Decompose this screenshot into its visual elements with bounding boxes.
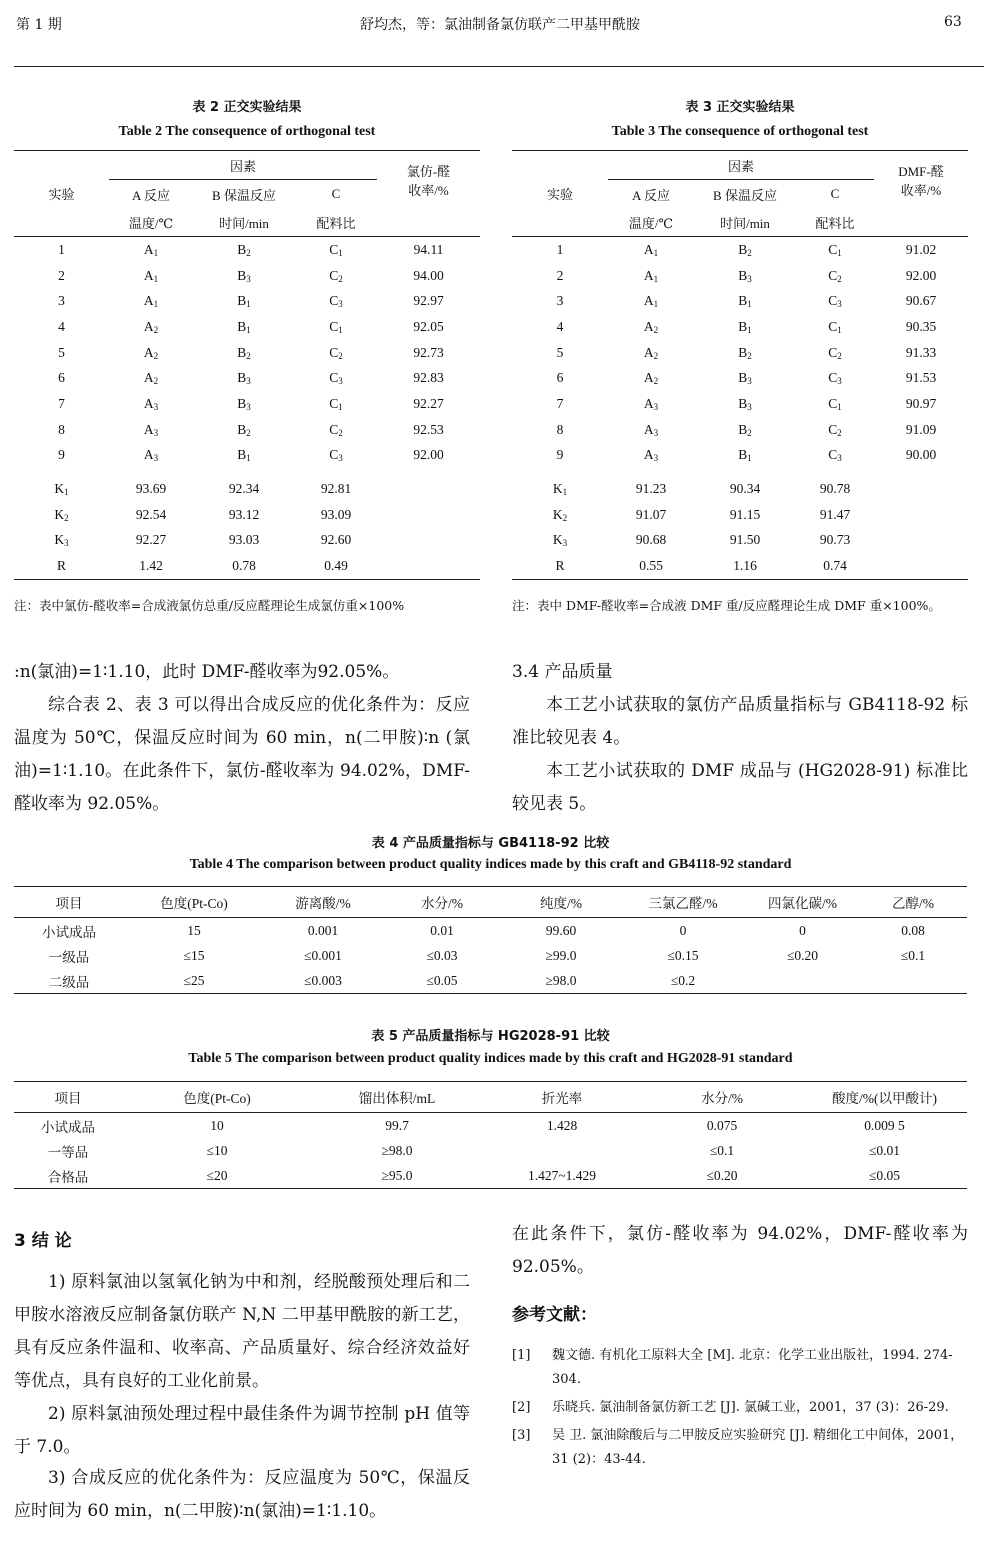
table-cell: $C_3$ bbox=[828, 293, 842, 310]
reference-number: [1] bbox=[512, 1348, 531, 1363]
table-cell: 1.16 bbox=[694, 553, 796, 579]
table-cell: 92.81 bbox=[320, 481, 352, 497]
table-cell: $A_3$ bbox=[643, 447, 659, 464]
reference-text: 乐晓兵. 氯油制备氯仿新工艺 [J]. 氯碱工业，2001，37 (3)：26-29. bbox=[552, 1400, 949, 1415]
table-row bbox=[512, 553, 968, 579]
reference-item bbox=[512, 1396, 968, 1420]
table-cell: 93.12 bbox=[228, 506, 260, 522]
column-header: 游离酸/% bbox=[264, 887, 382, 918]
table-cell: 0.08 bbox=[901, 922, 925, 938]
table-cell: $C_3$ bbox=[329, 293, 343, 310]
table-cell bbox=[874, 553, 968, 579]
table-cell: $B_2$ bbox=[738, 344, 752, 361]
table-cell: $A_1$ bbox=[643, 293, 659, 310]
reference-text: 魏文德. 有机化工原料大全 [M]. 北京：化学工业出版社，1994. 274-304. bbox=[552, 1348, 953, 1387]
table-cell bbox=[874, 468, 968, 502]
column-header: 项目 bbox=[14, 887, 124, 918]
table-cell: $C_2$ bbox=[329, 344, 343, 361]
column-header: 纯度/% bbox=[502, 887, 620, 918]
table2-header-exp: 实验 bbox=[14, 151, 109, 237]
table-cell: $C_3$ bbox=[828, 447, 842, 464]
conclusion-title: 3 结 论 bbox=[14, 1231, 72, 1251]
table-cell: 3 bbox=[58, 293, 65, 309]
table-cell: $B_2$ bbox=[237, 421, 251, 438]
table-cell: ≤0.1 bbox=[900, 947, 926, 963]
table2-header-factor: 因素 bbox=[109, 151, 377, 180]
column-header: 馏出体积/mL bbox=[312, 1082, 482, 1113]
table-row bbox=[512, 314, 968, 340]
table-cell: $K_2$ bbox=[54, 506, 69, 523]
table-cell: $B_3$ bbox=[738, 370, 752, 387]
table3-header-yield-1: DMF-醛 bbox=[874, 151, 968, 180]
table-cell: 91.07 bbox=[635, 506, 667, 522]
table-cell bbox=[482, 1138, 642, 1163]
table2-header-a-2: 温度/℃ bbox=[128, 215, 174, 231]
table-cell: $A_3$ bbox=[643, 421, 659, 438]
table2 bbox=[14, 150, 480, 580]
table-cell: 91.50 bbox=[729, 532, 761, 548]
table-cell: 一等品 bbox=[47, 1144, 89, 1160]
reference-item bbox=[512, 1344, 968, 1392]
table-cell: 93.03 bbox=[228, 532, 260, 548]
table-cell: $C_3$ bbox=[329, 447, 343, 464]
table-cell: 二级品 bbox=[14, 968, 124, 994]
table3-caption-cn: 表 3 正交实验结果 bbox=[685, 100, 795, 115]
page-number: 63 bbox=[944, 14, 962, 30]
table-row bbox=[14, 365, 480, 391]
table-row bbox=[512, 237, 968, 263]
table4 bbox=[14, 886, 967, 994]
table-cell: $B_1$ bbox=[738, 447, 752, 464]
table-row bbox=[14, 1138, 967, 1163]
column-header: 四氯化碳/% bbox=[746, 887, 859, 918]
table-cell: $B_3$ bbox=[237, 370, 251, 387]
table-row bbox=[14, 263, 480, 289]
table-cell: $C_1$ bbox=[796, 237, 874, 263]
table2-header-c-2: 配料比 bbox=[316, 215, 356, 231]
table-cell bbox=[746, 968, 859, 994]
table2-note: 注：表中氯仿-醛收率=合成液氯仿总重/反应醛理论生成氯仿重×100% bbox=[14, 598, 405, 613]
table-cell: $B_1$ bbox=[237, 318, 251, 335]
table-cell: $A_2$ bbox=[143, 344, 159, 361]
table-cell: ≥98.0 bbox=[381, 1142, 413, 1158]
table-cell: $C_2$ bbox=[828, 421, 842, 438]
table-cell: ≤0.003 bbox=[264, 968, 382, 994]
table2-header-b-1: B 保温反应 bbox=[212, 187, 276, 203]
table-cell: $C_3$ bbox=[329, 370, 343, 387]
table-cell: 92.53 bbox=[413, 421, 444, 437]
table-cell: 0.49 bbox=[295, 553, 377, 579]
column-header: 项目 bbox=[14, 1082, 122, 1113]
table-cell: 92.00 bbox=[413, 447, 444, 463]
table-cell: ≥95.0 bbox=[312, 1163, 482, 1189]
table-cell: ≤0.001 bbox=[304, 947, 342, 963]
table-row bbox=[14, 528, 480, 554]
table2-header-yield-2: 收率/% bbox=[408, 182, 449, 198]
running-title: 舒均杰，等：氯油制备氯仿联产二甲基甲酰胺 bbox=[360, 17, 640, 33]
table-row bbox=[512, 528, 968, 554]
table-cell bbox=[377, 528, 480, 554]
table-cell: 91.02 bbox=[874, 237, 968, 263]
table-row bbox=[14, 553, 480, 579]
table-cell: ≤0.05 bbox=[382, 968, 502, 994]
table2-caption-en: Table 2 The consequence of orthogonal test bbox=[118, 124, 376, 139]
table-cell: $B_2$ bbox=[694, 237, 796, 263]
table-cell: ≤20 bbox=[122, 1163, 312, 1189]
table-cell: 90.00 bbox=[905, 447, 937, 463]
table-cell: $C_1$ bbox=[828, 395, 842, 412]
table-row bbox=[14, 468, 480, 502]
table-cell: $B_1$ bbox=[237, 447, 251, 464]
table-cell: 94.00 bbox=[413, 267, 444, 283]
table-cell: 90.73 bbox=[819, 532, 851, 548]
table-cell: ≥99.0 bbox=[545, 947, 577, 963]
table-cell: 2 bbox=[556, 267, 564, 283]
table-cell: 92.27 bbox=[135, 532, 167, 548]
reference-number: [2] bbox=[512, 1400, 531, 1415]
table-cell: ≤0.20 bbox=[642, 1163, 802, 1189]
table-cell: $A_3$ bbox=[643, 395, 659, 412]
table-cell: 10 bbox=[210, 1117, 224, 1133]
table-cell bbox=[377, 553, 480, 579]
table-row bbox=[14, 1163, 967, 1189]
table-row bbox=[14, 968, 967, 994]
right-text-paragraph-1: 本工艺小试获取的氯仿产品质量指标与 GB4118-92 标准比较见表 4。 bbox=[512, 695, 968, 748]
table-cell: 7 bbox=[556, 395, 564, 411]
table-row bbox=[14, 391, 480, 417]
table-cell: 99.60 bbox=[545, 922, 577, 938]
table3 bbox=[512, 150, 968, 580]
table3-header-yield-2: 收率/% bbox=[900, 182, 942, 198]
table-row bbox=[14, 237, 480, 263]
table-cell bbox=[874, 528, 968, 554]
table-cell bbox=[859, 968, 967, 994]
table-cell: 8 bbox=[556, 421, 564, 437]
table2-header-a-1: A 反应 bbox=[132, 187, 170, 203]
table-row bbox=[14, 918, 967, 944]
table-row bbox=[14, 340, 480, 366]
table-cell: 15 bbox=[187, 922, 201, 938]
table-cell: 90.78 bbox=[819, 481, 851, 497]
table-cell: $A_2$ bbox=[643, 370, 659, 387]
table-cell: 0 bbox=[799, 922, 806, 938]
table-cell: $K_3$ bbox=[54, 532, 69, 549]
table3-header-a-2: 温度/℃ bbox=[628, 215, 674, 231]
table-cell: 小试成品 bbox=[41, 1119, 95, 1135]
table-cell: $C_1$ bbox=[329, 395, 343, 412]
table-cell: 0 bbox=[679, 922, 687, 938]
table-cell: 93.09 bbox=[320, 506, 352, 522]
table-cell: 4 bbox=[58, 318, 65, 334]
table-cell: $C_2$ bbox=[828, 344, 842, 361]
table-cell: $A_1$ bbox=[643, 267, 659, 284]
table-cell: 91.15 bbox=[729, 506, 761, 522]
table-cell: 0.01 bbox=[430, 922, 454, 938]
table-cell: 合格品 bbox=[14, 1163, 122, 1189]
left-text-paragraph: 综合表 2、表 3 可以得出合成反应的优化条件为：反应温度为 50℃，保温反应时间为 60 min，n(二甲胺)∶n (氯油)=1∶1.10。在此条件下，氯仿-醛收率为 94.02%，DMF-醛收率为 92.05%。 bbox=[14, 695, 470, 814]
column-header: 水分/% bbox=[642, 1082, 802, 1113]
table-cell: 91.33 bbox=[905, 344, 937, 360]
table-cell: $C_1$ bbox=[295, 237, 377, 263]
table-cell: ≤0.05 bbox=[802, 1163, 967, 1189]
table-row bbox=[512, 502, 968, 528]
table-cell: $A_1$ bbox=[109, 237, 193, 263]
column-header: 水分/% bbox=[382, 887, 502, 918]
table-row bbox=[512, 340, 968, 366]
table2-header-yield-1: 氯仿-醛 bbox=[377, 151, 480, 180]
table-cell: ≤0.03 bbox=[426, 947, 458, 963]
table-cell: $B_3$ bbox=[738, 267, 752, 284]
column-header: 酸度/%(以甲酸计) bbox=[802, 1082, 967, 1113]
table-cell: ≤10 bbox=[206, 1142, 228, 1158]
table-row bbox=[14, 288, 480, 314]
table3-header-exp: 实验 bbox=[512, 151, 608, 237]
table-cell: 5 bbox=[556, 344, 564, 360]
table-cell: $C_2$ bbox=[329, 421, 343, 438]
references-title: 参考文献： bbox=[512, 1305, 597, 1325]
table-cell: 91.23 bbox=[635, 481, 667, 497]
table-row bbox=[14, 314, 480, 340]
table-row bbox=[512, 443, 968, 469]
table-row bbox=[14, 502, 480, 528]
table-cell: 1.42 bbox=[109, 553, 193, 579]
table-cell: $A_3$ bbox=[143, 395, 159, 412]
table-header-row bbox=[14, 1082, 967, 1113]
table-row bbox=[512, 391, 968, 417]
table-cell: $B_2$ bbox=[193, 237, 295, 263]
table-cell: $K_2$ bbox=[552, 506, 568, 523]
table4-caption-cn: 表 4 产品质量指标与 GB4118-92 比较 bbox=[371, 836, 610, 851]
issue-number: 第 1 期 bbox=[16, 17, 62, 33]
column-header: 折光率 bbox=[482, 1082, 642, 1113]
table-cell: $K_1$ bbox=[54, 481, 69, 498]
table-cell: 6 bbox=[58, 370, 65, 386]
table-cell: $A_1$ bbox=[143, 267, 159, 284]
table-cell: $A_2$ bbox=[143, 318, 159, 335]
table-cell: $A_1$ bbox=[608, 237, 694, 263]
table-cell: $C_2$ bbox=[329, 267, 343, 284]
conclusion-item-2: 2) 原料氯油预处理过程中最佳条件为调节控制 pH 值等于 7.0。 bbox=[14, 1404, 470, 1457]
table3-header-b-2: 时间/min bbox=[720, 215, 770, 231]
table-cell: 0.78 bbox=[193, 553, 295, 579]
table-cell: 1 bbox=[14, 237, 109, 263]
table-cell: 4 bbox=[556, 318, 564, 334]
table-cell: 90.97 bbox=[905, 395, 937, 411]
table-cell: $B_3$ bbox=[237, 395, 251, 412]
table-cell bbox=[874, 502, 968, 528]
table-cell: 94.11 bbox=[377, 237, 480, 263]
table-cell: 99.7 bbox=[385, 1117, 409, 1133]
table-cell: $B_1$ bbox=[738, 293, 752, 310]
table-cell: R bbox=[512, 553, 608, 579]
table-cell: 一级品 bbox=[48, 949, 90, 965]
column-header: 三氯乙醛/% bbox=[620, 887, 746, 918]
table-cell: ≤0.01 bbox=[868, 1142, 901, 1158]
table-cell: 1.427~1.429 bbox=[482, 1163, 642, 1189]
right-text-paragraph-2: 本工艺小试获取的 DMF 成品与 (HG2028-91) 标准比较见表 5。 bbox=[512, 761, 968, 814]
table-row bbox=[512, 263, 968, 289]
table-cell: 90.67 bbox=[905, 293, 937, 309]
table-cell: 9 bbox=[58, 447, 65, 463]
section-3-4-title: 3.4 产品质量 bbox=[512, 662, 613, 682]
table2-caption-cn: 表 2 正交实验结果 bbox=[192, 100, 302, 115]
reference-list bbox=[512, 1344, 968, 1476]
table-cell: ≤0.2 bbox=[620, 968, 746, 994]
conclusion-item-1: 1) 原料氯油以氢氧化钠为中和剂，经脱酸预处理后和二甲胺水溶液反应制备氯仿联产 N,N 二甲基甲酰胺的新工艺，具有反应条件温和、收率高、产品质量好、综合经济效益好等优点，具有良好的工业化前景。 bbox=[14, 1272, 470, 1391]
table-cell: 小试成品 bbox=[42, 924, 96, 940]
table-row bbox=[14, 943, 967, 968]
table-row bbox=[14, 443, 480, 469]
table3-header-c-1: C bbox=[830, 186, 840, 201]
reference-number: [3] bbox=[512, 1428, 531, 1443]
table-cell bbox=[377, 468, 480, 502]
table-row bbox=[14, 1113, 967, 1139]
table-cell: $K_3$ bbox=[552, 532, 568, 549]
table-cell: 0.001 bbox=[307, 922, 339, 938]
table-cell: $B_3$ bbox=[237, 267, 251, 284]
table-row bbox=[512, 417, 968, 443]
table-cell: $C_1$ bbox=[828, 318, 842, 335]
reference-item bbox=[512, 1424, 968, 1472]
table-row bbox=[512, 468, 968, 502]
table-cell: ≤0.20 bbox=[786, 947, 819, 963]
table-cell: ≤15 bbox=[183, 947, 205, 963]
table-cell: 92.05 bbox=[413, 318, 444, 334]
table2-header-b-2: 时间/min bbox=[219, 215, 269, 231]
table-cell: 2 bbox=[58, 267, 65, 283]
table-cell: $A_2$ bbox=[643, 344, 659, 361]
table-cell: $B_2$ bbox=[237, 344, 251, 361]
conclusion-continuation: 在此条件下，氯仿-醛收率为 94.02%，DMF-醛收率为 92.05%。 bbox=[512, 1224, 968, 1277]
table-cell: 92.97 bbox=[413, 293, 444, 309]
table-cell: 3 bbox=[556, 293, 564, 309]
table-cell: 1 bbox=[512, 237, 608, 263]
table-cell: $K_1$ bbox=[552, 481, 568, 498]
table-cell: 93.69 bbox=[135, 481, 167, 497]
table-row bbox=[512, 365, 968, 391]
table-cell: 90.34 bbox=[729, 481, 761, 497]
table-cell: $B_2$ bbox=[738, 421, 752, 438]
reference-text: 吴 卫. 氯油除酸后与二甲胺反应实验研究 [J]. 精细化工中间体，2001，31 (2)：43-44. bbox=[552, 1428, 964, 1467]
table-cell: 6 bbox=[556, 370, 564, 386]
table-cell: 9 bbox=[556, 447, 564, 463]
table-cell: 92.54 bbox=[135, 506, 167, 522]
table-header-row bbox=[14, 887, 967, 918]
table-cell: 91.53 bbox=[905, 370, 937, 386]
table2-header-c-1: C bbox=[331, 186, 341, 201]
table-cell: 90.68 bbox=[635, 532, 667, 548]
table-cell: 91.47 bbox=[819, 506, 851, 522]
table5-caption-cn: 表 5 产品质量指标与 HG2028-91 比较 bbox=[371, 1029, 610, 1044]
table-cell: 0.075 bbox=[706, 1117, 738, 1133]
table-cell: 5 bbox=[58, 344, 65, 360]
table3-caption-en: Table 3 The consequence of orthogonal test bbox=[611, 124, 869, 139]
table-cell: 92.73 bbox=[413, 344, 444, 360]
table3-header-factor: 因素 bbox=[608, 151, 874, 180]
table-cell bbox=[377, 502, 480, 528]
table-cell: 92.00 bbox=[905, 267, 937, 283]
table-cell: 0.55 bbox=[608, 553, 694, 579]
table-cell: $A_3$ bbox=[143, 447, 159, 464]
table-cell: $A_3$ bbox=[143, 421, 159, 438]
table-cell: 7 bbox=[58, 395, 65, 411]
table5-caption-en: Table 5 The comparison between product quality indices made by this craft and HG2028-91 standard bbox=[188, 1051, 793, 1066]
table-cell: $A_1$ bbox=[143, 293, 159, 310]
table3-header-c-2: 配料比 bbox=[815, 215, 855, 231]
table-cell: 92.27 bbox=[413, 395, 444, 411]
table-row bbox=[512, 288, 968, 314]
table-row bbox=[14, 417, 480, 443]
conclusion-item-3: 3) 合成反应的优化条件为：反应温度为 50℃，保温反应时间为 60 min，n(二甲胺)∶n(氯油)=1∶1.10。 bbox=[14, 1468, 470, 1521]
table-cell: 0.74 bbox=[796, 553, 874, 579]
table5 bbox=[14, 1081, 967, 1189]
table-cell: ≤0.15 bbox=[667, 947, 699, 963]
table3-header-b-1: B 保温反应 bbox=[713, 187, 777, 203]
table-cell: 8 bbox=[58, 421, 65, 437]
table-cell: ≥98.0 bbox=[502, 968, 620, 994]
header-rule bbox=[14, 66, 984, 67]
table-cell: 1.428 bbox=[546, 1117, 578, 1133]
table-cell: ≤25 bbox=[124, 968, 264, 994]
table-cell: $B_1$ bbox=[738, 318, 752, 335]
table-cell: ≤0.1 bbox=[709, 1142, 735, 1158]
table-cell: 92.34 bbox=[228, 481, 260, 497]
table-cell: 92.60 bbox=[320, 532, 352, 548]
table-cell: $B_3$ bbox=[738, 395, 752, 412]
table-cell: $C_2$ bbox=[828, 267, 842, 284]
table-cell: $C_1$ bbox=[329, 318, 343, 335]
column-header: 色度(Pt-Co) bbox=[122, 1082, 312, 1113]
table4-caption-en: Table 4 The comparison between product quality indices made by this craft and GB4118-92 standard bbox=[189, 857, 792, 872]
table-cell: $B_1$ bbox=[237, 293, 251, 310]
table-cell: R bbox=[14, 553, 109, 579]
table-cell: 91.09 bbox=[905, 421, 937, 437]
table-cell: $A_2$ bbox=[643, 318, 659, 335]
table3-note: 注：表中 DMF-醛收率=合成液 DMF 重/反应醛理论生成 DMF 重×100%。 bbox=[512, 598, 941, 613]
table-cell: 92.83 bbox=[413, 370, 444, 386]
table3-header-a-1: A 反应 bbox=[632, 187, 670, 203]
left-text-continuation: :n(氯油)=1∶1.10，此时 DMF-醛收率为92.05%。 bbox=[14, 662, 400, 682]
table-cell: $A_2$ bbox=[143, 370, 159, 387]
table-cell: 90.35 bbox=[905, 318, 937, 334]
column-header: 色度(Pt-Co) bbox=[124, 887, 264, 918]
table-cell: 0.009 5 bbox=[864, 1117, 905, 1133]
table-cell: $C_3$ bbox=[828, 370, 842, 387]
column-header: 乙醇/% bbox=[859, 887, 967, 918]
